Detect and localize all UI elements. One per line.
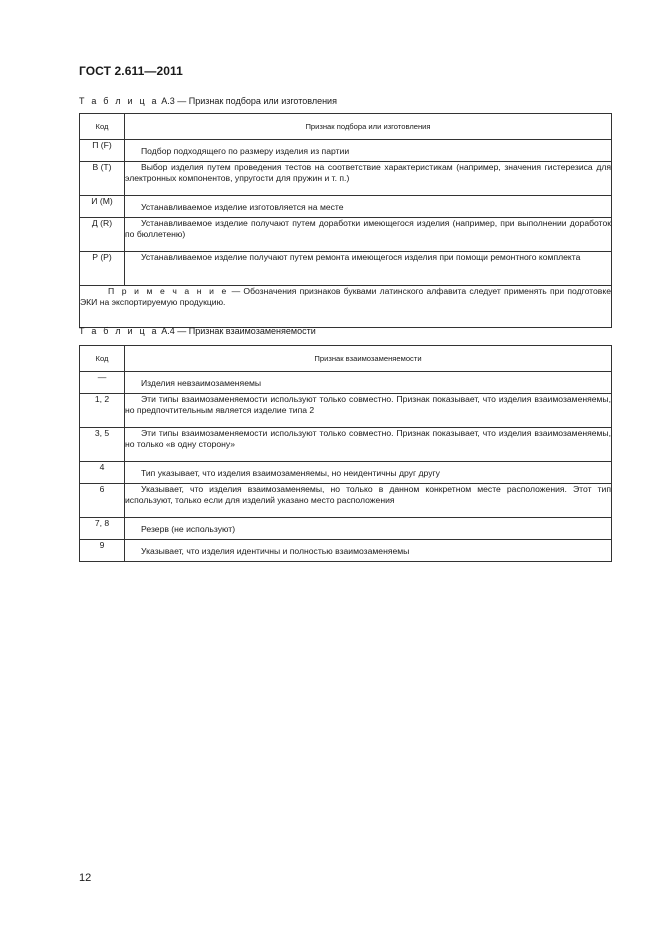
row-code: В (T): [80, 162, 125, 196]
row-code: —: [80, 372, 125, 394]
table-row: [80, 140, 612, 162]
caption-label: Т а б л и ц а: [79, 326, 159, 336]
caption-title: — Признак взаимозаменяемости: [174, 326, 316, 336]
row-code: 3, 5: [80, 428, 125, 462]
table-row: [80, 394, 612, 428]
row-code: И (М): [80, 196, 125, 218]
row-desc: Изделия невзаимозаменяемы: [125, 372, 612, 394]
row-desc: Устанавливаемое изделие получают путем доработки имеющегося изделия (например, при выполнении доработок по бюллетеню): [125, 218, 612, 252]
caption-label: Т а б л и ц а: [79, 96, 159, 106]
table-row: [80, 428, 612, 462]
caption-number: А.4: [161, 326, 175, 336]
table-a4: [79, 345, 612, 562]
table-note: [80, 286, 612, 328]
table-row: [80, 162, 612, 196]
row-desc: Подбор подходящего по размеру изделия из партии: [125, 140, 612, 162]
table-row: [80, 252, 612, 286]
row-desc: Эти типы взаимозаменяемости используют только совместно. Признак показывает, что изделия взаимозаменяемы, но только «в одну сторону»: [125, 428, 612, 462]
table-row: [80, 540, 612, 562]
column-header-desc: Признак взаимозаменяемости: [125, 346, 612, 372]
row-desc: Эти типы взаимозаменяемости используют только совместно. Признак показывает, что изделия взаимозаменяемы, но предпочтительным является изделие типа 2: [125, 394, 612, 428]
row-desc: Тип указывает, что изделия взаимозаменяемы, но неидентичны друг другу: [125, 462, 612, 484]
row-code: 1, 2: [80, 394, 125, 428]
row-code: 6: [80, 484, 125, 518]
row-desc: Устанавливаемое изделие изготовляется на месте: [125, 196, 612, 218]
note-text: — Обозначения признаков буквами латинского алфавита следует применять при подготовке ЭКИ на экспортируемую продукцию.: [80, 286, 611, 307]
table-header-row: [80, 346, 612, 372]
row-desc: Устанавливаемое изделие получают путем ремонта имеющегося изделия при помощи ремонтного комплекта: [125, 252, 612, 286]
column-header-code: Код: [80, 114, 125, 140]
row-code: Д (R): [80, 218, 125, 252]
row-desc: Резерв (не используют): [125, 518, 612, 540]
row-code: 4: [80, 462, 125, 484]
row-desc: Выбор изделия путем проведения тестов на соответствие характеристикам (например, значения гистерезиса для электронных компонентов, упругости для пружин и т. п.): [125, 162, 612, 196]
table-header-row: [80, 114, 612, 140]
table-note-row: [80, 286, 612, 328]
row-desc: Указывает, что изделия идентичны и полностью взаимозаменяемы: [125, 540, 612, 562]
table-row: [80, 196, 612, 218]
table-a3: [79, 113, 612, 328]
caption-number: А.3: [161, 96, 175, 106]
row-code: П (F): [80, 140, 125, 162]
table-row: [80, 462, 612, 484]
table-row: [80, 484, 612, 518]
table-row: [80, 372, 612, 394]
row-code: 7, 8: [80, 518, 125, 540]
table-a4-caption: [79, 326, 316, 336]
caption-title: — Признак подбора или изготовления: [174, 96, 337, 106]
row-code: Р (Р): [80, 252, 125, 286]
column-header-desc: Признак подбора или изготовления: [125, 114, 612, 140]
column-header-code: Код: [80, 346, 125, 372]
table-a3-caption: [79, 96, 337, 106]
row-code: 9: [80, 540, 125, 562]
table-row: [80, 518, 612, 540]
row-desc: Указывает, что изделия взаимозаменяемы, но только в данном конкретном месте расположения. Этот тип используют, только если для изделий указано место расположения: [125, 484, 612, 518]
table-row: [80, 218, 612, 252]
note-label: П р и м е ч а н и е: [108, 286, 229, 296]
page-number: 12: [79, 872, 92, 884]
document-header: ГОСТ 2.611—2011: [79, 64, 183, 78]
